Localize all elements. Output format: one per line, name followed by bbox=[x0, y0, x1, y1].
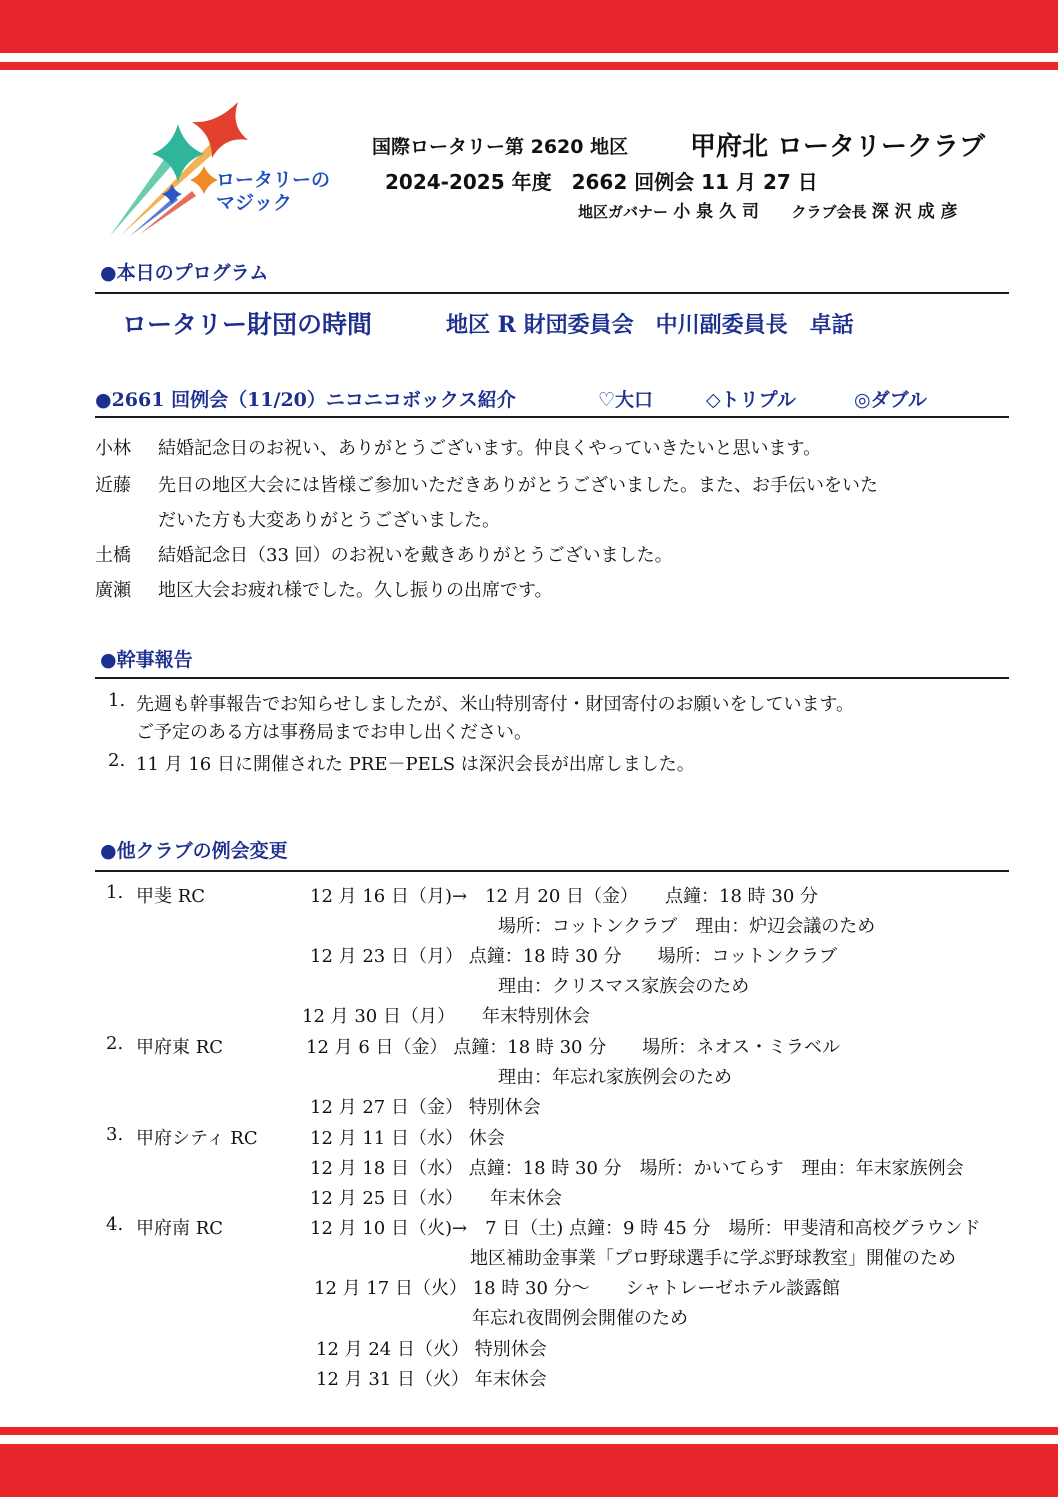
club-name: 甲斐 RC bbox=[136, 886, 206, 907]
club-line: 12 月 6 日（金） 点鐘：18 時 30 分 場所：ネオス・ミラベル bbox=[306, 1037, 841, 1058]
officers-line bbox=[578, 197, 958, 222]
top-band bbox=[0, 0, 1058, 53]
report-text: ご予定のある方は事務局までお申し出ください。 bbox=[136, 722, 532, 743]
club-line: 地区補助金事業「プロ野球選手に学ぶ野球教室」開催のため bbox=[470, 1248, 956, 1269]
program-heading: ●本日のプログラム bbox=[100, 262, 269, 284]
club-line: 12 月 17 日（火） 18 時 30 分～ シャトレーゼホテル談露館 bbox=[314, 1278, 841, 1299]
bottom-band bbox=[0, 1444, 1058, 1497]
nikoniko-heading: ●2661 回例会（11/20）ニコニコボックス紹介 bbox=[95, 389, 516, 411]
entry-text: 結婚記念日のお祝い、ありがとうございます。仲良くやっていきたいと思います。 bbox=[158, 438, 822, 459]
secretary-rule bbox=[95, 677, 1009, 679]
club-name: 甲府南 RC bbox=[136, 1218, 224, 1239]
club-line: 12 月 10 日（火)→ 7 日（土) 点鐘：9 時 45 分 場所：甲斐清和高校グラウンド bbox=[310, 1218, 981, 1239]
entry-text: 結婚記念日（33 回）のお祝いを戴きありがとうございました。 bbox=[158, 545, 673, 566]
report-num: 2. bbox=[108, 750, 126, 771]
entry-name: 廣瀬 bbox=[95, 580, 131, 601]
top-band-stripe bbox=[0, 62, 1058, 70]
legend-double: ◎ダブル bbox=[854, 389, 927, 411]
club-line: 12 月 31 日（火） 年末休会 bbox=[316, 1369, 547, 1390]
secretary-heading: ●幹事報告 bbox=[100, 649, 193, 671]
report-num: 1. bbox=[108, 690, 126, 711]
report-text: 11 月 16 日に開催された PRE－PELS は深沢会長が出席しました。 bbox=[136, 754, 695, 775]
rotary-magic-logo bbox=[100, 96, 350, 246]
other-clubs-heading: ●他クラブの例会変更 bbox=[100, 840, 288, 862]
program-title: ロータリー財団の時間 bbox=[122, 310, 373, 339]
entry-text: 地区大会お疲れ様でした。久し振りの出席です。 bbox=[158, 580, 553, 601]
legend-triple: ◇トリプル bbox=[706, 389, 796, 411]
nikoniko-rule bbox=[95, 416, 1009, 418]
club-num: 1. bbox=[106, 882, 124, 903]
president-label: クラブ会長 bbox=[791, 203, 867, 221]
entry-text: だいた方も大変ありがとうございました。 bbox=[158, 510, 500, 531]
logo-text-line1: ロータリーの bbox=[216, 169, 331, 191]
club-line: 12 月 24 日（火） 特別休会 bbox=[316, 1339, 547, 1360]
club-line: 場所：コットンクラブ 理由：炉辺会議のため bbox=[498, 916, 876, 937]
meeting-line: 2024-2025 年度 2662 回例会 11 月 27 日 bbox=[385, 170, 818, 194]
club-num: 4. bbox=[106, 1214, 124, 1235]
legend-big: ♡大口 bbox=[598, 389, 654, 411]
president-name: 深 沢 成 彦 bbox=[871, 202, 958, 222]
club-name: 甲府東 RC bbox=[136, 1037, 224, 1058]
club-line: 12 月 16 日（月)→ 12 月 20 日（金） 点鐘：18 時 30 分 bbox=[310, 886, 819, 907]
club-line: 12 月 27 日（金） 特別休会 bbox=[310, 1097, 541, 1118]
other-clubs-rule bbox=[95, 870, 1009, 872]
club-line: 12 月 30 日（月） 年末特別休会 bbox=[302, 1006, 590, 1027]
club-line: 12 月 11 日（水） 休会 bbox=[310, 1128, 505, 1149]
club-name: 甲府北 ロータリークラブ bbox=[690, 132, 986, 162]
club-num: 3. bbox=[106, 1124, 124, 1145]
club-line: 理由：年忘れ家族例会のため bbox=[498, 1067, 732, 1088]
club-line: 12 月 23 日（月） 点鐘：18 時 30 分 場所：コットンクラブ bbox=[310, 946, 837, 967]
program-detail: 地区 R 財団委員会 中川副委員長 卓話 bbox=[446, 312, 854, 338]
governor-label: 地区ガバナー bbox=[578, 203, 669, 221]
governor-name: 小 泉 久 司 bbox=[673, 202, 760, 222]
entry-name: 土橋 bbox=[95, 545, 131, 566]
program-rule bbox=[95, 292, 1009, 294]
logo-text-line2: マジック bbox=[216, 192, 293, 214]
report-text: 先週も幹事報告でお知らせしましたが、米山特別寄付・財団寄付のお願いをしています。 bbox=[136, 694, 855, 715]
club-line: 12 月 18 日（水） 点鐘：18 時 30 分 場所：かいてらす 理由：年末家族例会 bbox=[310, 1158, 964, 1179]
bottom-band-stripe bbox=[0, 1427, 1058, 1435]
club-line: 理由：クリスマス家族会のため bbox=[498, 976, 750, 997]
club-num: 2. bbox=[106, 1033, 124, 1054]
district-line: 国際ロータリー第 2620 地区 bbox=[372, 136, 629, 158]
entry-text: 先日の地区大会には皆様ご参加いただきありがとうございました。また、お手伝いをいた bbox=[158, 475, 878, 496]
entry-name: 小林 bbox=[95, 438, 131, 459]
entry-name: 近藤 bbox=[95, 475, 131, 496]
club-line: 年忘れ夜間例会開催のため bbox=[472, 1308, 688, 1329]
club-line: 12 月 25 日（水） 年末休会 bbox=[310, 1188, 562, 1209]
club-name: 甲府シティ RC bbox=[136, 1128, 258, 1149]
